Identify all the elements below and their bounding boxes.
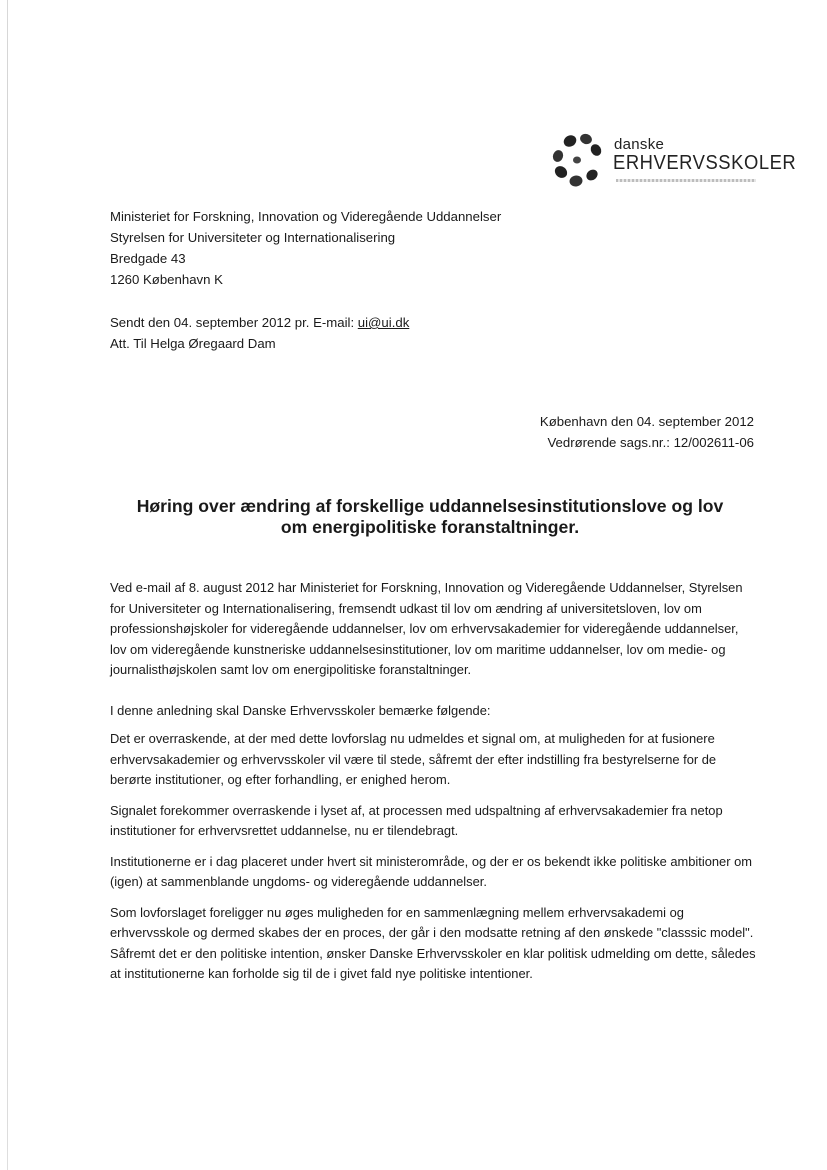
document-title bbox=[100, 496, 760, 538]
body-paragraph: I denne anledning skal Danske Erhvervsskoler bemærke følgende: bbox=[110, 702, 491, 718]
title-line-1: Høring over ændring af forskellige uddannelsesinstitutionslove og lov bbox=[136, 496, 724, 516]
body-paragraph: Som lovforslaget foreligger nu øges muligheden for en sammenlægning mellem erhvervsakademi og erhvervsskole og dermed skabes der en proces, der går i den modsatte retning af den ønskede "classsic model". Såfremt det er den politiske intention, ønsker Danske Erhvervsskoler en klar politisk udmelding om dette, således at institutionerne kan forholde sig til de i givet fald nye politiske intentioner. bbox=[110, 904, 756, 981]
body-paragraph: Ved e-mail af 8. august 2012 har Ministeriet for Forskning, Innovation og Videregående Uddannelser, Styrelsen for Universiteter og Internationalisering, fremsendt udkast til lov om ændring af universitetsloven, lov om professionshøjskoler for videregående uddannelser, lov om erhvervsakademier for videregående uddannelser, lov om videregående kunstneriske uddannelsesinstitutioner, lov om maritime uddannelser, lov om medie- og journalisthøjskolen samt lov om energipolitiske foranstaltninger. bbox=[110, 580, 743, 677]
date-block bbox=[540, 411, 754, 453]
scan-edge-line bbox=[7, 0, 8, 1170]
body-paragraph: Signalet forekommer overraskende i lyset af, at processen med udspaltning af erhvervsakademier fra netop institutioner for erhvervsrettet uddannelse, nu er tilendebragt. bbox=[110, 802, 723, 838]
body-paragraph: Det er overraskende, at der med dette lovforslag nu udmeldes et signal om, at muligheden for at fusionere erhvervsakademier og erhvervsskoler vil være til stede, såfremt der efter indstilling fra bestyrelserne for de berørte institutioner, og efter forhandling, er enighed herom. bbox=[110, 731, 717, 787]
logo-underline bbox=[616, 179, 756, 182]
letter-body bbox=[110, 578, 758, 995]
logo-text-danske: danske bbox=[614, 136, 665, 153]
email-link[interactable]: ui@ui.dk bbox=[357, 315, 410, 330]
address-line: 1260 København K bbox=[110, 272, 223, 287]
logo-dots-icon bbox=[550, 130, 608, 188]
address-line: Ministeriet for Forskning, Innovation og Videregående Uddannelser bbox=[110, 209, 502, 224]
title-line-2: om energipolitiske foranstaltninger. bbox=[280, 517, 580, 537]
logo-text-erhvervsskoler: ERHVERVSSKOLER bbox=[613, 152, 797, 174]
sent-line bbox=[110, 312, 409, 333]
case-reference: Vedrørende sags.nr.: 12/002611-06 bbox=[547, 435, 754, 450]
place-date: København den 04. september 2012 bbox=[539, 414, 754, 429]
sent-prefix: Sendt den 04. september 2012 pr. E-mail: bbox=[110, 315, 358, 330]
body-paragraph: Institutionerne er i dag placeret under hvert sit ministerområde, og der er os bekendt ikke politiske ambitioner om (igen) at sammenblande ungdoms- og videregående uddannelser. bbox=[110, 853, 752, 889]
address-line: Bredgade 43 bbox=[110, 251, 186, 266]
organization-logo bbox=[550, 128, 797, 192]
address-line: Styrelsen for Universiteter og Internationalisering bbox=[110, 230, 396, 245]
sent-info bbox=[110, 312, 409, 354]
recipient-address bbox=[110, 206, 501, 290]
attention-line: Att. Til Helga Øregaard Dam bbox=[110, 336, 276, 351]
